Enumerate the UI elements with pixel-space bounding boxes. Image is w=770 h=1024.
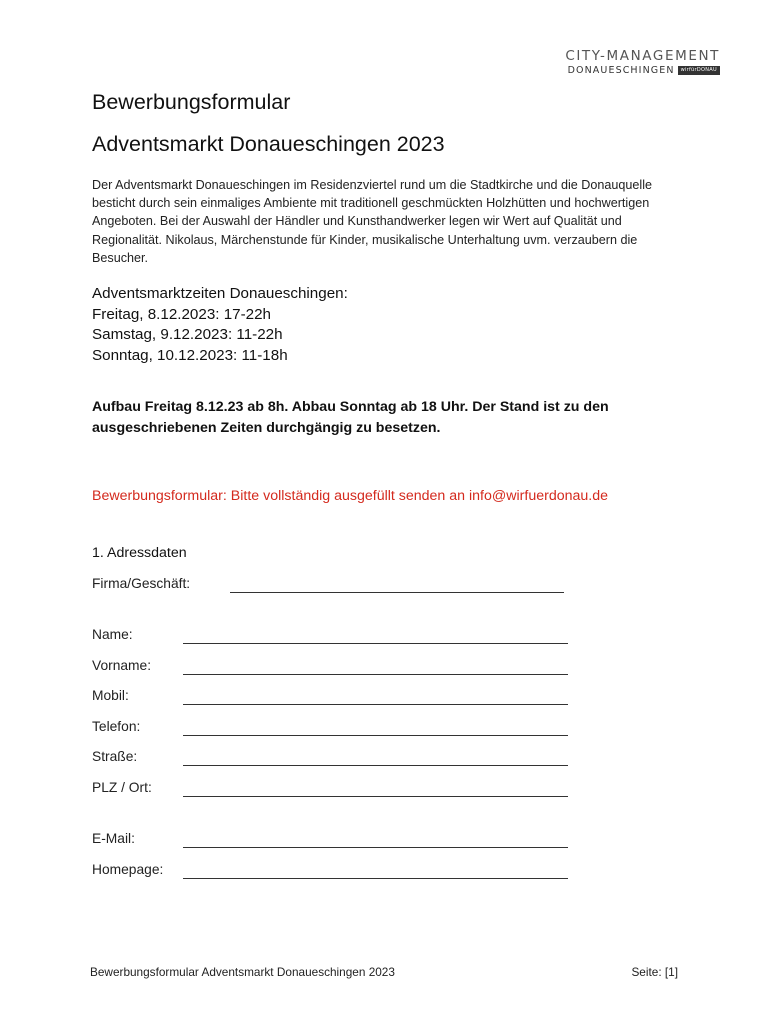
field-label-name: Name: [92, 627, 133, 642]
logo-badge: wirfürDONAU [678, 66, 720, 75]
market-hours-title: Adventsmarktzeiten Donaueschingen: [92, 285, 348, 302]
address-section-heading: 1. Adressdaten [92, 545, 187, 561]
company-input-line[interactable] [230, 592, 564, 593]
zip-city-input-line[interactable] [183, 796, 568, 797]
field-label-homepage: Homepage: [92, 862, 164, 877]
field-row-homepage [92, 862, 163, 877]
submission-notice: Bewerbungsformular: Bitte vollständig ausgefüllt senden an info@wirfuerdonau.de [92, 488, 609, 504]
field-row-street [92, 749, 137, 764]
field-row-zip-city [92, 780, 152, 795]
city-management-logo [565, 50, 720, 75]
field-row-first-name [92, 658, 151, 673]
field-label-mobile: Mobil: [92, 688, 129, 703]
field-label-phone: Telefon: [92, 719, 141, 734]
homepage-input-line[interactable] [183, 878, 568, 879]
field-label-street: Straße: [92, 749, 138, 764]
mobile-input-line[interactable] [183, 704, 568, 705]
logo-bottom-text: DONAUESCHINGEN [567, 64, 675, 76]
name-input-line[interactable] [183, 643, 568, 644]
market-hours [92, 284, 348, 366]
market-hours-sunday: Sonntag, 10.12.2023: 11-18h [92, 346, 288, 364]
footer-title: Bewerbungsformular Adventsmarkt Donaueschingen 2023 [90, 965, 395, 979]
field-row-name [92, 627, 133, 642]
field-row-email [92, 831, 135, 846]
field-row-phone [92, 719, 140, 734]
logo-bottom-row [565, 66, 720, 76]
setup-notice: Aufbau Freitag 8.12.23 ab 8h. Abbau Sonntag ab 18 Uhr. Der Stand ist zu den ausgeschriebenen Zeiten durchgängig zu besetzen. [92, 399, 609, 436]
street-input-line[interactable] [183, 765, 568, 766]
field-label-first-name: Vorname: [92, 658, 152, 673]
field-row-company [92, 576, 190, 591]
market-hours-friday: Freitag, 8.12.2023: 17-22h [92, 305, 272, 323]
form-title: Bewerbungsformular [92, 90, 291, 114]
intro-paragraph: Der Adventsmarkt Donaueschingen im Residenzviertel rund um die Stadtkirche und die Donauquelle besticht durch sein einmaliges Ambiente mit traditionell geschmückten Holzhütten und hochwertigen Angeboten. Bei der Auswahl der Händler und Kunsthandwerker legen wir Wert auf Qualität und Regionalität. Nikolaus, Märchenstunde für Kinder, musikalische Unterhaltung uvm. verzaubern die Besucher. [92, 178, 653, 265]
email-input-line[interactable] [183, 847, 568, 848]
field-row-mobile [92, 688, 129, 703]
field-label-zip-city: PLZ / Ort: [92, 780, 152, 795]
event-title: Adventsmarkt Donaueschingen 2023 [92, 132, 445, 156]
footer-page-number: Seite: [1] [631, 965, 678, 979]
field-label-email: E-Mail: [92, 831, 135, 846]
market-hours-saturday: Samstag, 9.12.2023: 11-22h [92, 326, 283, 343]
logo-top-text: CITY-MANAGEMENT [565, 48, 720, 64]
field-label-company: Firma/Geschäft: [92, 576, 191, 591]
first-name-input-line[interactable] [183, 674, 568, 675]
phone-input-line[interactable] [183, 735, 568, 736]
